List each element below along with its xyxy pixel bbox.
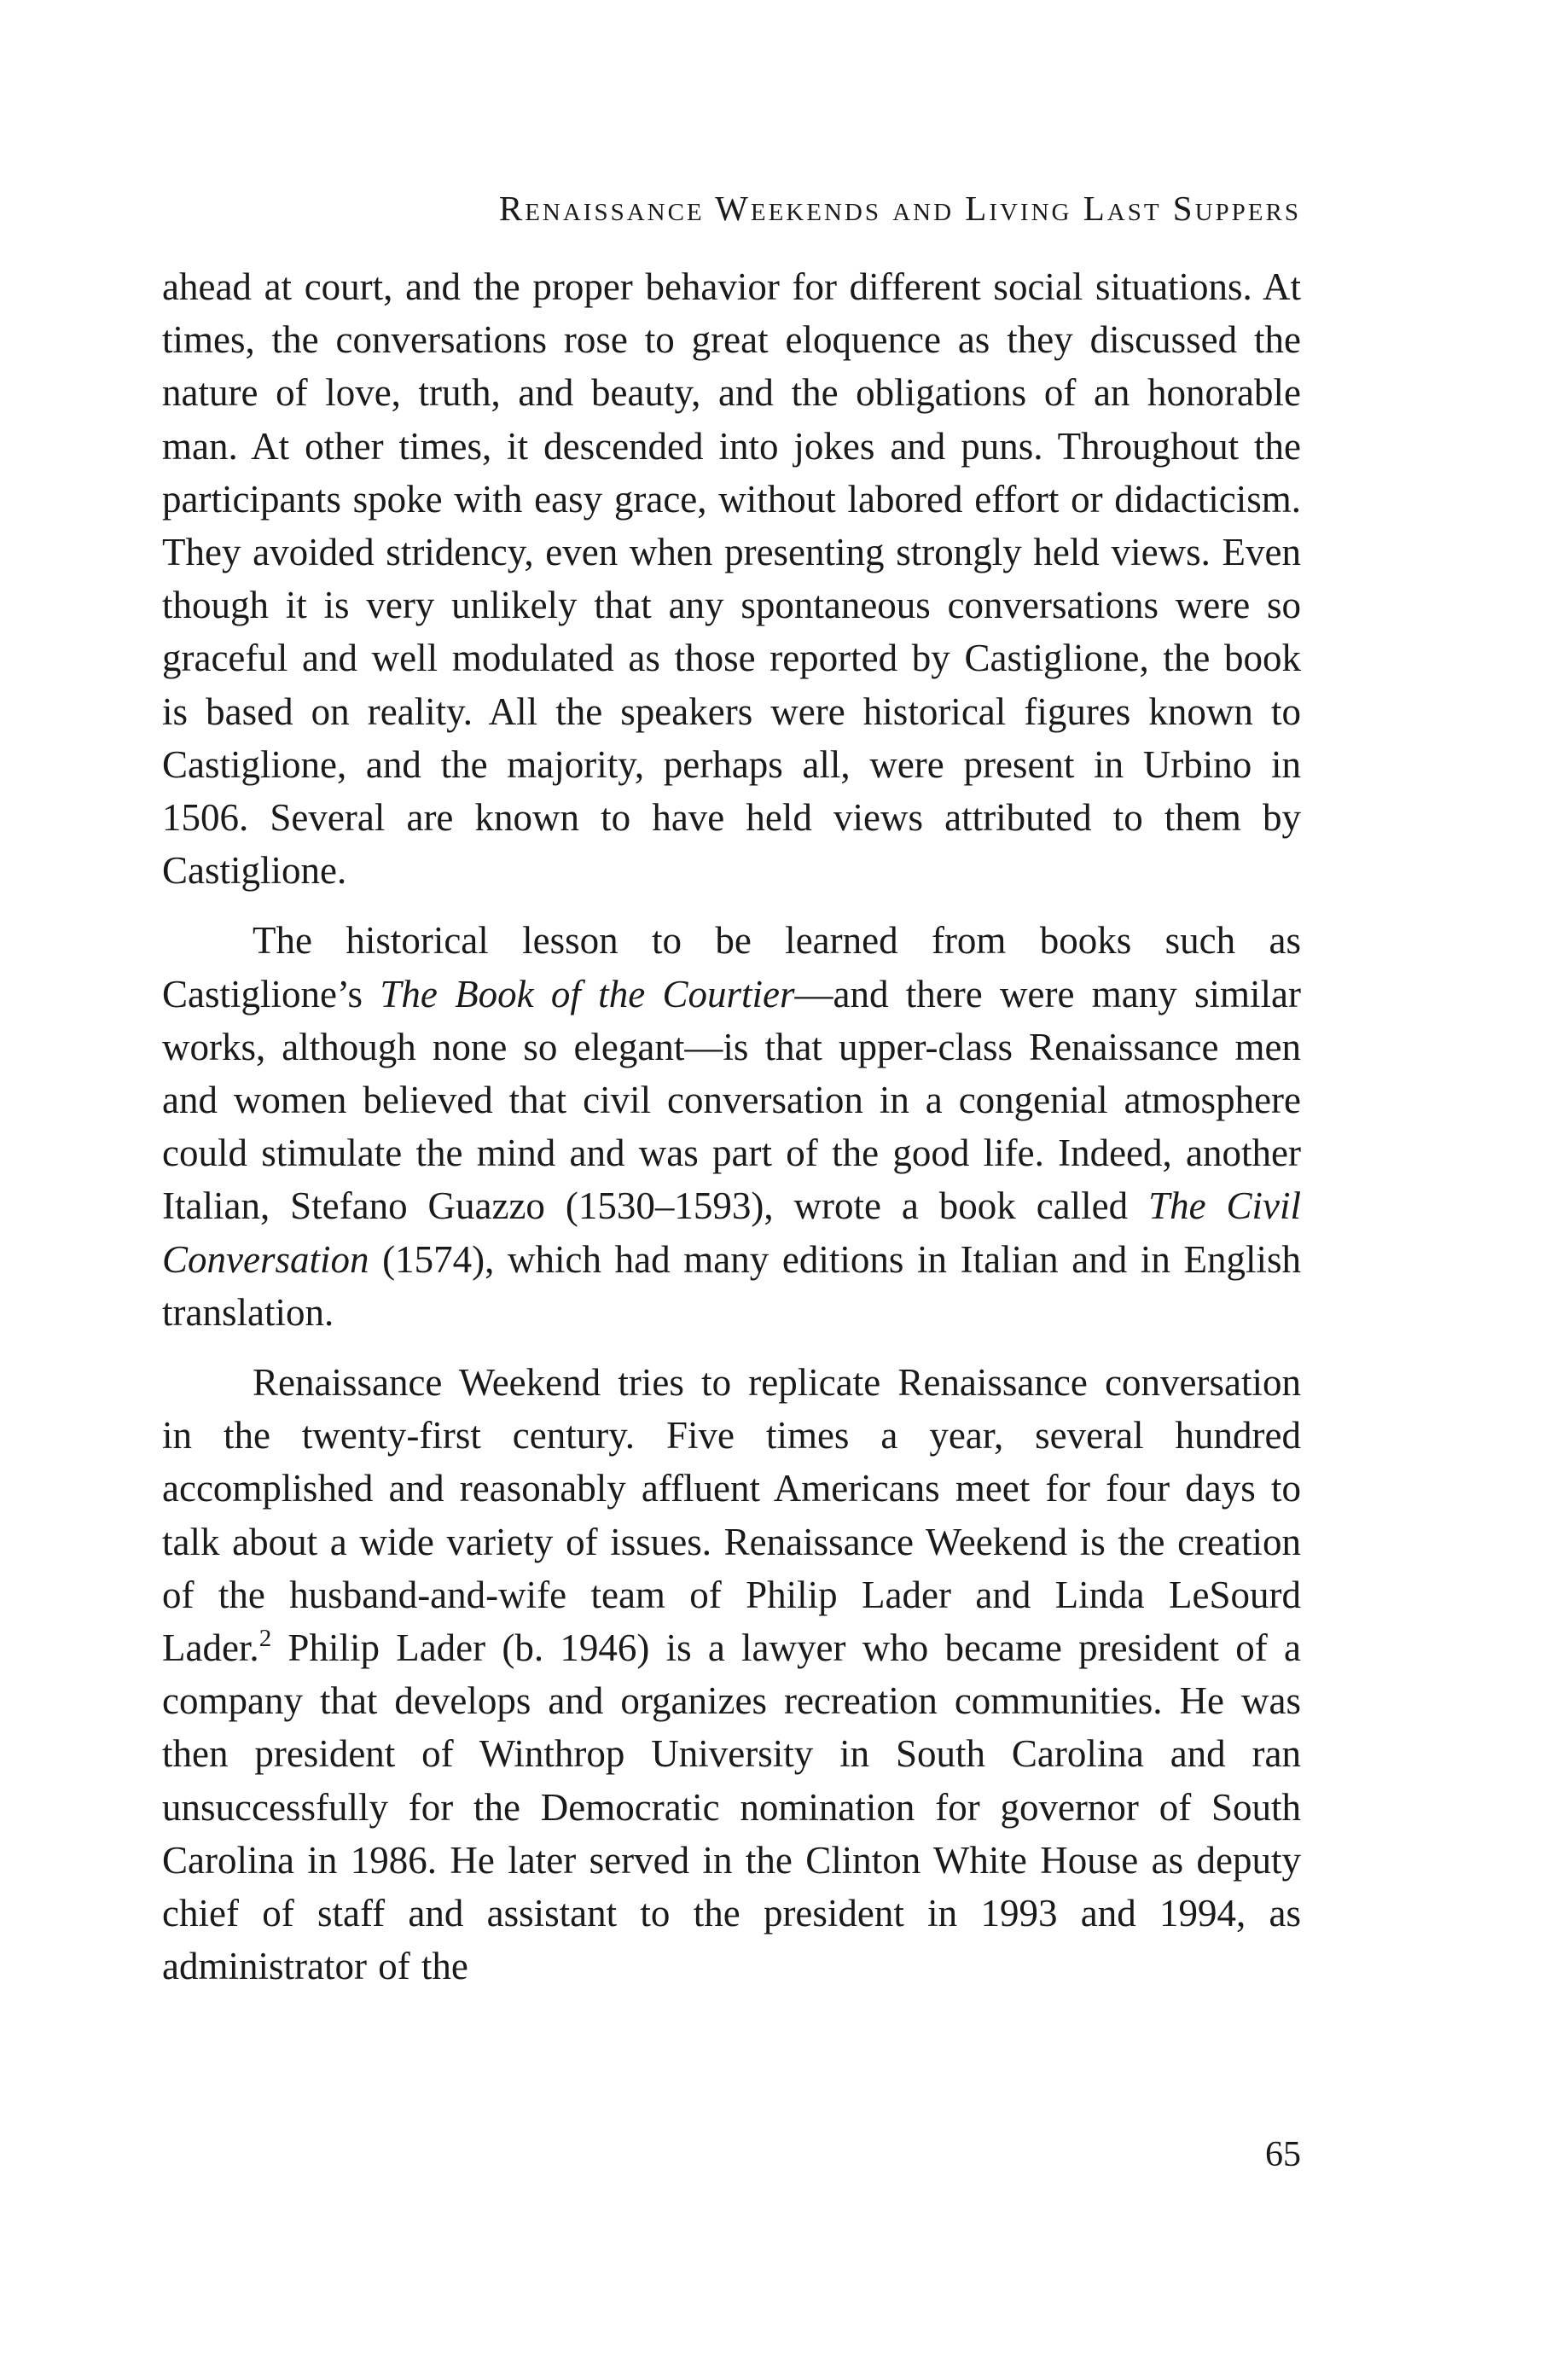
paragraph-2-text-2: —and there were many similar works, although none so elegant—is that upper-class Renaissance men and women believed that civil conversation in a congenial atmosphere could stimulate the mind and was part of the good life. Indeed, another Italian, Stefano Guazzo (1530–1593), wrote a book called [162, 972, 1301, 1228]
paragraph-2-text-3: (1574), which had many editions in Italian and in English translation. [162, 1237, 1301, 1334]
footnote-reference: 2 [258, 1625, 272, 1653]
paragraph-3 [162, 1356, 1301, 1993]
paragraph-3-text-1: Renaissance Weekend tries to replicate Renaissance conversation in the twenty-first century. Five times a year, several hundred accomplished and reasonably affluent Americans meet for four days to talk about a wide variety of issues. Renaissance Weekend is the creation of the husband-and-wife team of Philip Lader and Linda LeSourd Lader. [162, 1361, 1301, 1670]
paragraph-2-text-1: The historical lesson to be learned from books such as Castiglione’s [162, 919, 1301, 1015]
book-title-civil-conversation: The Civil Conversation [162, 1184, 1301, 1281]
body-text [162, 260, 1301, 1993]
paragraph-3-text-2: Philip Lader (b. 1946) is a lawyer who became president of a company that develops and organizes recreation communities. He was then president of Winthrop University in South Carolina and ran unsuccessfully for the Democratic nomination for governor of South Carolina in 1986. He later served in the Clinton White House as deputy chief of staff and assistant to the president in 1993 and 1994, as administrator of the [162, 1626, 1301, 1988]
book-title-courtier: The Book of the Courtier [380, 972, 795, 1015]
paragraph-2 [162, 914, 1301, 1339]
page-number: 65 [1265, 2135, 1301, 2174]
paragraph-1: ahead at court, and the proper behavior for different social situations. At times, the conversations rose to great eloquence as they discussed the nature of love, truth, and beauty, and the obligations of an honorable man. At other times, it descended into jokes and puns. Throughout the participants spoke with easy grace, without labored effort or didacticism. They avoided stridency, even when presenting strongly held views. Even though it is very unlikely that any spontaneous conversations were so graceful and well modulated as those reported by Castiglione, the book is based on reality. All the speakers were historical figures known to Castiglione, and the majority, perhaps all, were present in Urbino in 1506. Several are known to have held views attributed to them by Castiglione. [162, 265, 1301, 893]
running-head: Renaissance Weekends and Living Last Suppers [498, 189, 1301, 228]
